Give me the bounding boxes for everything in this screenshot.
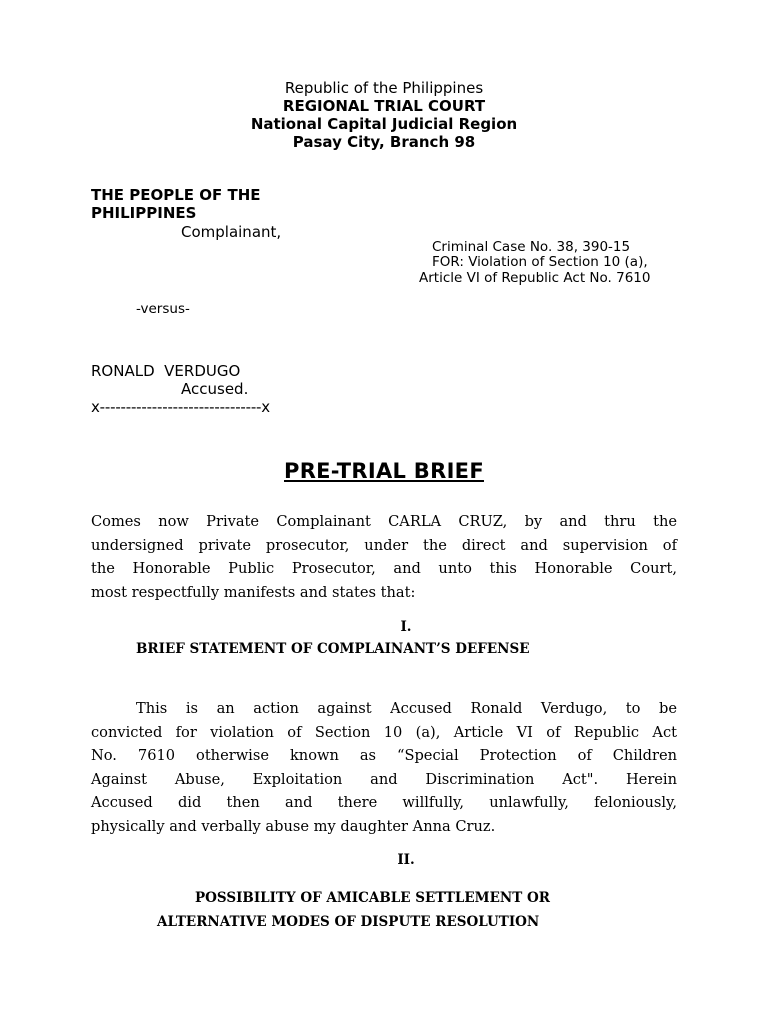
caption-separator: x-------------------------------x	[91, 398, 270, 416]
section2-heading-line1: POSSIBILITY OF AMICABLE SETTLEMENT OR	[195, 890, 550, 906]
intro-line: Comes now Private Complainant CARLA CRUZ, by and thru the	[91, 513, 677, 530]
document-title: PRE-TRIAL BRIEF	[284, 459, 484, 483]
section1-line: Against Abuse, Exploitation and Discrimination Act". Herein	[91, 770, 677, 788]
plaintiff-name-line2: PHILIPPINES	[91, 204, 197, 222]
section1-line: Accused did then and there willfully, unlawfully, feloniously,	[91, 794, 677, 811]
intro-line: undersigned private prosecutor, under the direct and supervision of	[91, 536, 677, 554]
defendant-name: RONALD VERDUGO	[91, 362, 241, 380]
section1-line: convicted for violation of Section 10 (a), Article VI of Republic Act	[91, 723, 677, 741]
case-violation: FOR: Violation of Section 10 (a),	[432, 254, 648, 270]
intro-paragraph	[91, 510, 677, 604]
section1-heading: BRIEF STATEMENT OF COMPLAINANT’S DEFENSE	[136, 641, 530, 657]
section2-numeral: II.	[397, 852, 415, 868]
section1-line: physically and verbally abuse my daughter Anna Cruz.	[91, 817, 496, 835]
case-number: Criminal Case No. 38, 390-15	[432, 239, 631, 255]
versus-label: -versus-	[136, 301, 190, 317]
intro-line: the Honorable Public Prosecutor, and unto this Honorable Court,	[91, 560, 677, 577]
plaintiff-role: Complainant,	[181, 223, 282, 241]
header-judicial-region: National Capital Judicial Region	[250, 115, 518, 133]
section1-line: No. 7610 otherwise known as “Special Protection of Children	[91, 747, 677, 764]
case-statute: Article VI of Republic Act No. 7610	[419, 270, 651, 286]
defendant-role: Accused.	[181, 380, 249, 398]
section2-heading-line2: ALTERNATIVE MODES OF DISPUTE RESOLUTION	[157, 914, 540, 930]
section1-numeral: I.	[400, 619, 412, 635]
section1-paragraph	[91, 697, 677, 838]
header-city-branch: Pasay City, Branch 98	[292, 133, 476, 151]
header-republic: Republic of the Philippines	[284, 79, 484, 97]
plaintiff-name-line1: THE PEOPLE OF THE	[91, 186, 261, 204]
header-court-name: REGIONAL TRIAL COURT	[282, 97, 486, 115]
section1-line: This is an action against Accused Ronald Verdugo, to be	[136, 700, 677, 717]
intro-line: most respectfully manifests and states that:	[91, 583, 416, 601]
